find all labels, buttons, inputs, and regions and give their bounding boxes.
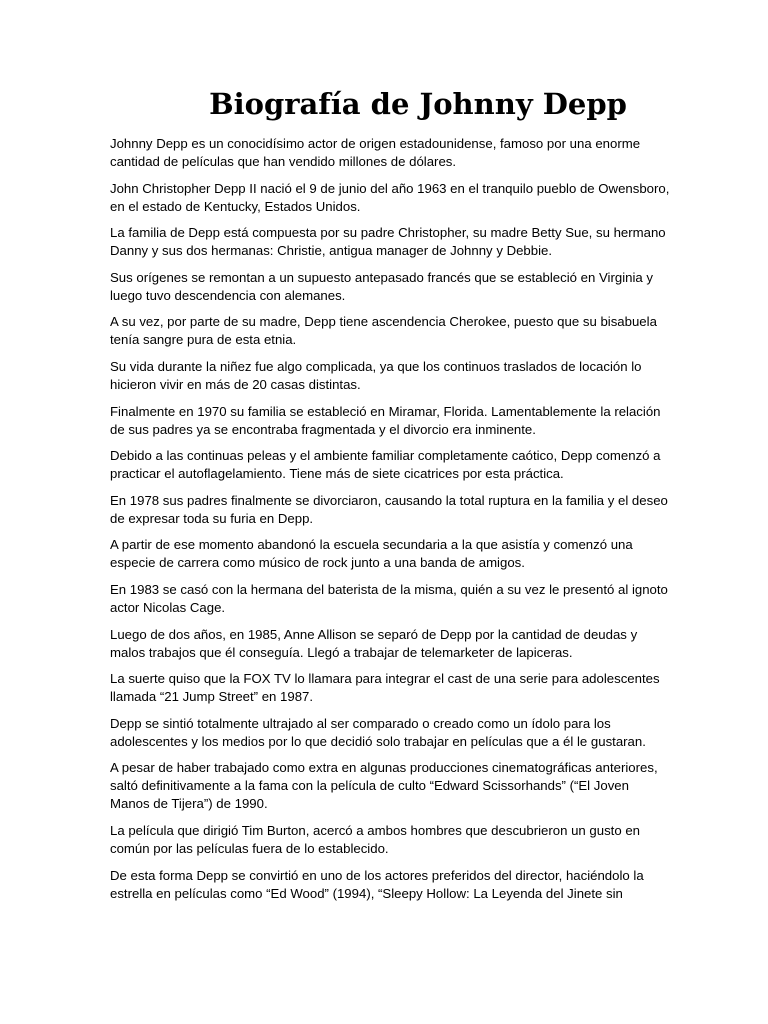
paragraph-11: En 1983 se casó con la hermana del baterista de la misma, quién a su vez le presentó al ignoto actor Nicolas Cage. <box>110 581 668 615</box>
paragraph-7: Finalmente en 1970 su familia se estableció en Miramar, Florida. Lamentablemente la relación de sus padres ya se encontraba fragmentada y el divorcio era inminente. <box>110 403 661 437</box>
document-body <box>110 135 670 911</box>
paragraph-9: En 1978 sus padres finalmente se divorciaron, causando la total ruptura en la familia y el deseo de expresar toda su furia en Depp. <box>110 492 668 526</box>
paragraph-16: La película que dirigió Tim Burton, acercó a ambos hombres que descubrieron un gusto en común por las películas fuera de lo establecido. <box>110 822 641 856</box>
document-title: Biografía de Johnny Depp <box>209 87 627 121</box>
paragraph-6: Su vida durante la niñez fue algo complicada, ya que los continuos traslados de locación lo hicieron vivir en más de 20 casas distintas. <box>110 358 642 392</box>
paragraph-2: John Christopher Depp II nació el 9 de junio del año 1963 en el tranquilo pueblo de Owensboro, en el estado de Kentucky, Estados Unidos. <box>110 180 670 214</box>
paragraph-1: Johnny Depp es un conocidísimo actor de origen estadounidense, famoso por una enorme cantidad de películas que han vendido millones de dólares. <box>110 136 641 169</box>
paragraph-10: A partir de ese momento abandonó la escuela secundaria a la que asistía y comenzó una especie de carrera como músico de rock junto a una banda de amigos. <box>110 537 633 571</box>
paragraph-13: La suerte quiso que la FOX TV lo llamara para integrar el cast de una serie para adolescentes llamada “21 Jump Street” en 1987. <box>110 671 660 705</box>
paragraph-14: Depp se sintió totalmente ultrajado al ser comparado o creado como un ídolo para los adolescentes y los medios por lo que decidió solo trabajar en películas que a él le gustaran. <box>110 715 646 749</box>
paragraph-12: Luego de dos años, en 1985, Anne Allison se separó de Depp por la cantidad de deudas y malos trabajos que él conseguía. Llegó a trabajar de telemarketer de lapiceras. <box>110 626 638 660</box>
paragraph-15: A pesar de haber trabajado como extra en algunas producciones cinematográficas anteriores, saltó definitivamente a la fama con la película de culto “Edward Scissorhands” (“El Joven Manos de Tijera”) de 1990. <box>110 760 658 812</box>
paragraph-8: Debido a las continuas peleas y el ambiente familiar completamente caótico, Depp comenzó a practicar el autoflagelamiento. Tiene más de siete cicatrices por esta práctica. <box>110 448 661 482</box>
paragraph-4: Sus orígenes se remontan a un supuesto antepasado francés que se estableció en Virginia y luego tuvo descendencia con alemanes. <box>110 269 653 303</box>
paragraph-5: A su vez, por parte de su madre, Depp tiene ascendencia Cherokee, puesto que su bisabuela tenía sangre pura de esta etnia. <box>110 314 657 348</box>
paragraph-3: La familia de Depp está compuesta por su padre Christopher, su madre Betty Sue, su hermano Danny y sus dos hermanas: Christie, antigua manager de Johnny y Debbie. <box>110 225 666 259</box>
paragraph-17: De esta forma Depp se convirtió en uno de los actores preferidos del director, haciéndolo la estrella en películas como “Ed Wood” (1994), “Sleepy Hollow: La Leyenda del Jinete sin <box>110 867 644 901</box>
